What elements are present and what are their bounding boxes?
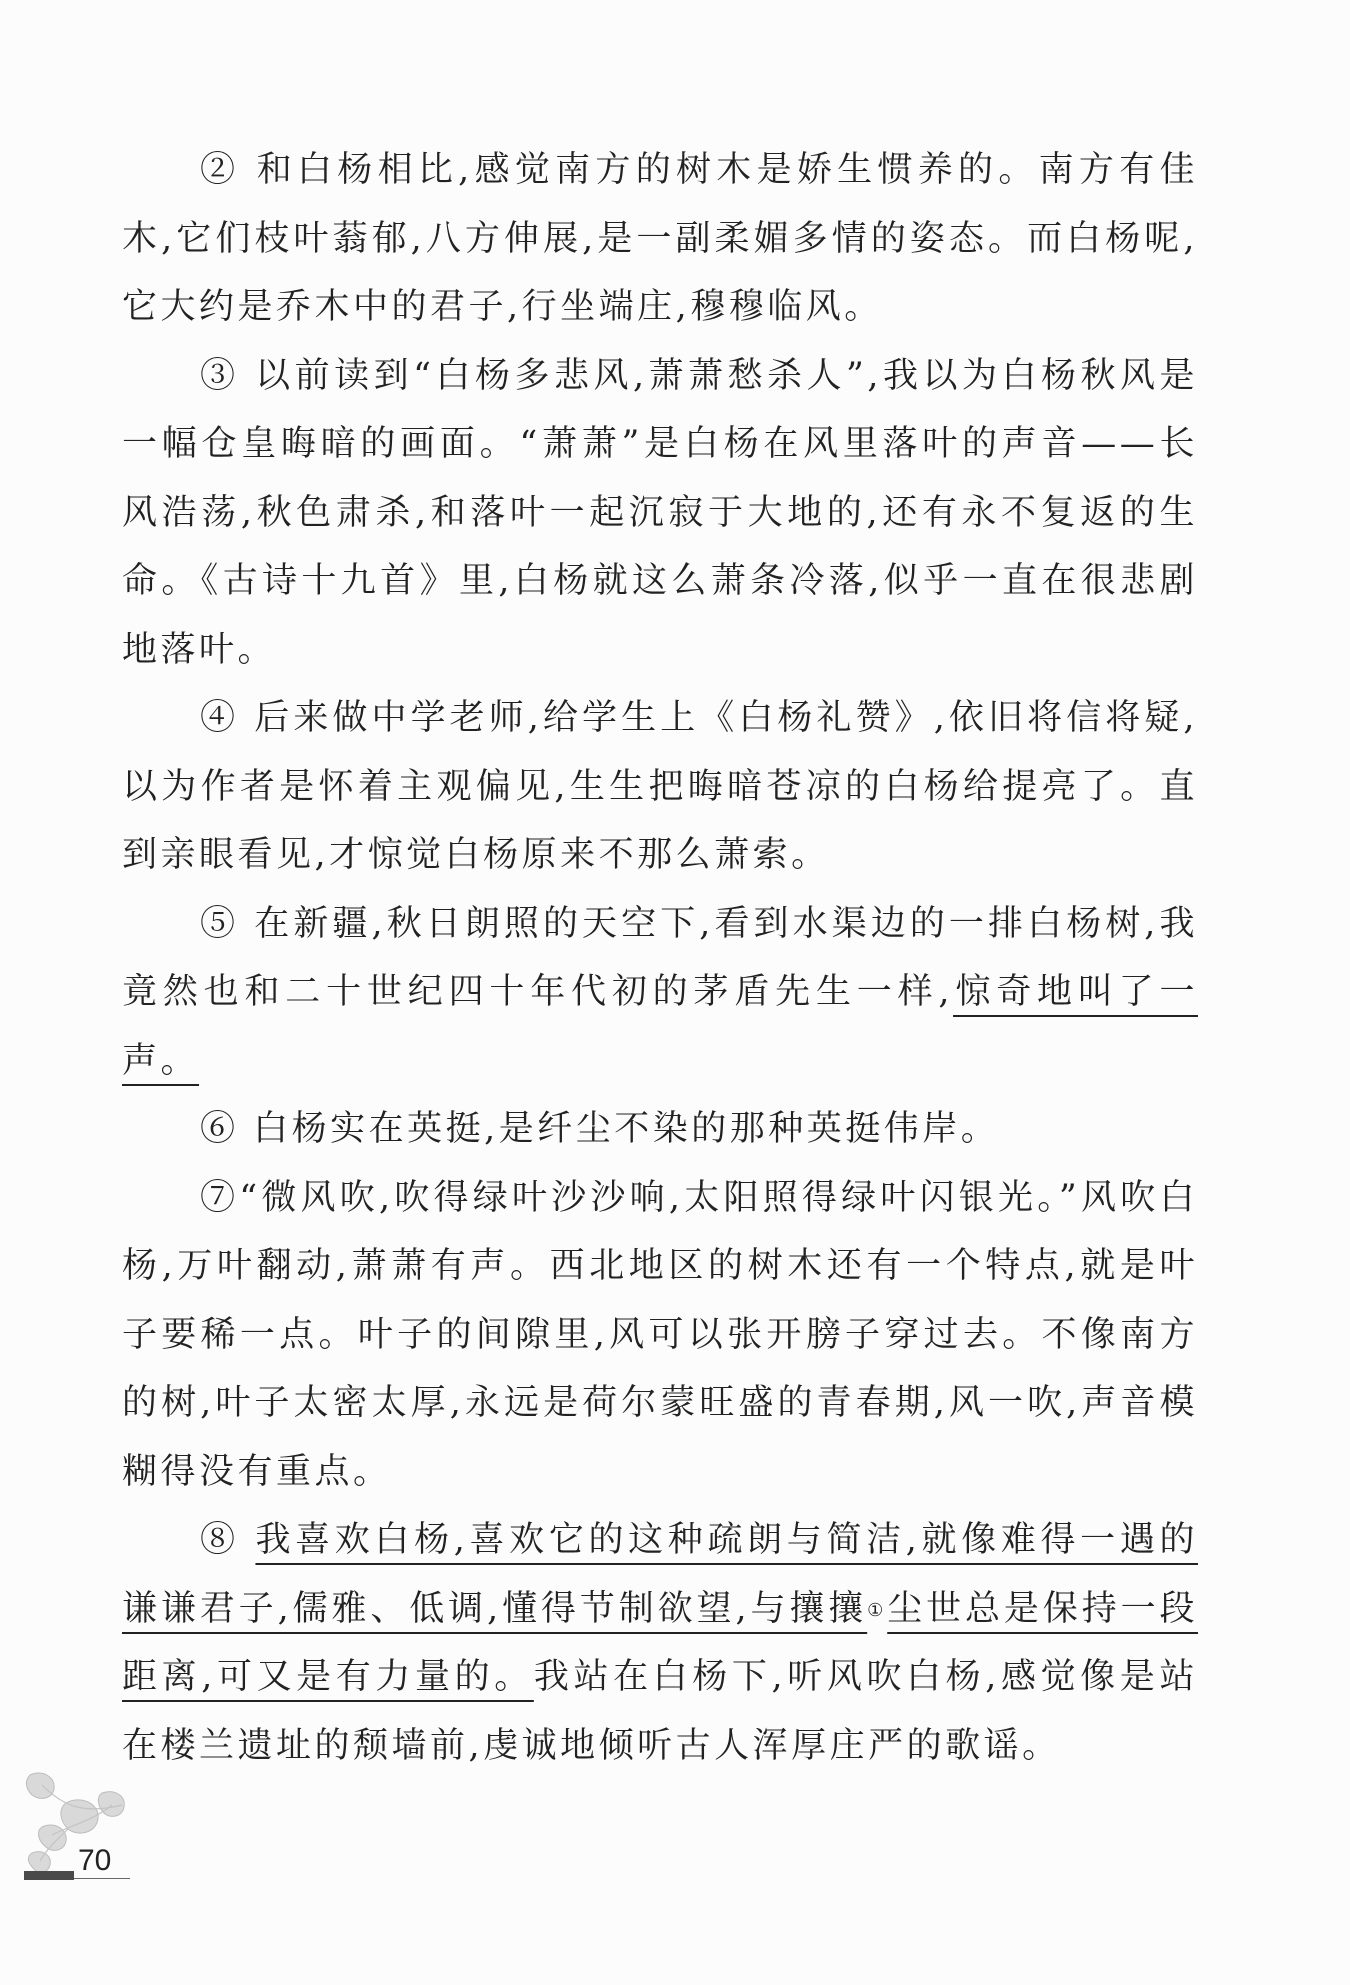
footnote-mark: ① <box>867 1599 888 1621</box>
page-number: 70 <box>78 1844 112 1877</box>
paragraph-8-number: ⑧ <box>200 1520 256 1560</box>
paragraph-8 <box>122 1506 1198 1780</box>
paragraph-5-text: ⑤ 在新疆,秋日朗照的天空下,看到水渠边的一排白杨树,我竟然也和二十世纪四十年代初的茅盾先生一样, <box>122 903 1198 1012</box>
underlined-sentence: 惊奇地叫了一声。 <box>122 972 1198 1081</box>
paragraph-8-text: 我站在白杨下,听风吹白杨,感觉像是站在楼兰遗址的颓墙前,虔诚地倾听古人浑厚庄严的歌谣。 <box>122 1657 1198 1766</box>
paragraph-3: ③ 以前读到“白杨多悲风,萧萧愁杀人”,我以为白杨秋风是一幅仓皇晦暗的画面。“萧萧”是白杨在风里落叶的声音——长风浩荡,秋色肃杀,和落叶一起沉寂于大地的,还有永不复返的生命。《古诗十九首》里,白杨就这么萧条冷落,似乎一直在很悲剧地落叶。 <box>122 355 1198 670</box>
paragraph-5 <box>122 890 1198 1096</box>
page-number-underline <box>74 1878 130 1879</box>
page-number-bar <box>24 1871 74 1880</box>
paragraph-4: ④ 后来做中学老师,给学生上《白杨礼赞》,依旧将信将疑,以为作者是怀着主观偏见,生生把晦暗苍凉的白杨给提亮了。直到亲眼看见,才惊觉白杨原来不那么萧索。 <box>122 698 1198 875</box>
paragraph-7: ⑦“微风吹,吹得绿叶沙沙响,太阳照得绿叶闪银光。”风吹白杨,万叶翻动,萧萧有声。西北地区的树木还有一个特点,就是叶子要稀一点。叶子的间隙里,风可以张开膀子穿过去。不像南方的树,叶子太密太厚,永远是荷尔蒙旺盛的青春期,风一吹,声音模糊得没有重点。 <box>122 1177 1198 1492</box>
paragraph-6: ⑥ 白杨实在英挺,是纤尘不染的那种英挺伟岸。 <box>200 1109 1000 1149</box>
underlined-sentence-b: 尘世总是保持一段距离,可又是有力量的。 <box>122 1588 1198 1697</box>
underlined-sentence-a: 我喜欢白杨,喜欢它的这种疏朗与简洁,就像难得一遇的谦谦君子,儒雅、低调,懂得节制欲望,与攘攘 <box>122 1520 1198 1629</box>
article-body <box>122 136 1198 1780</box>
paragraph-2: ② 和白杨相比,感觉南方的树木是娇生惯养的。南方有佳木,它们枝叶蓊郁,八方伸展,是一副柔媚多情的姿态。而白杨呢,它大约是乔木中的君子,行坐端庄,穆穆临风。 <box>122 150 1198 327</box>
